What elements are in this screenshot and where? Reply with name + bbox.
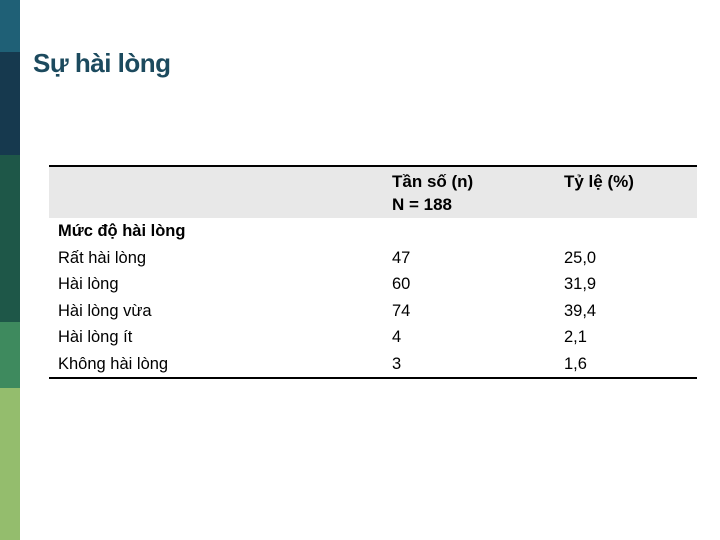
frequency-header-line2: N = 188 [392, 195, 453, 214]
light-green-segment [0, 388, 20, 540]
row-label: Hài lòng ít [58, 328, 133, 346]
dark-navy-segment [0, 52, 20, 155]
row-label: Rất hài lòng [58, 248, 147, 267]
table-row [49, 324, 697, 351]
table-row [49, 271, 697, 298]
row-percentage: 2,1 [564, 328, 587, 346]
row-frequency: 74 [392, 301, 411, 320]
row-frequency: 4 [392, 328, 402, 346]
medium-green-segment [0, 322, 20, 388]
frequency-header-line1: Tần số (n) [392, 172, 474, 191]
table-row [49, 245, 697, 272]
row-percentage: 25,0 [564, 248, 597, 267]
header-cell-frequency [392, 170, 564, 218]
row-frequency: 60 [392, 275, 411, 293]
table-body [49, 218, 697, 379]
dark-green-segment [0, 155, 20, 322]
header-cell-empty [49, 170, 392, 218]
row-frequency: 47 [392, 248, 411, 267]
teal-blue-segment [0, 0, 20, 52]
table-header-row [49, 167, 697, 218]
satisfaction-table [49, 165, 697, 379]
row-percentage: 31,9 [564, 275, 597, 293]
row-percentage: 1,6 [564, 354, 587, 373]
table-row [49, 351, 697, 378]
row-percentage: 39,4 [564, 301, 597, 320]
sidebar-stripe [0, 0, 20, 540]
table-section-row [49, 218, 697, 245]
table-row [49, 298, 697, 325]
row-label: Hài lòng [58, 275, 119, 293]
row-label: Hài lòng vừa [58, 301, 152, 320]
header-cell-percentage: Tỷ lệ (%) [564, 172, 634, 191]
slide-title: Sự hài lòng [33, 48, 171, 78]
row-frequency: 3 [392, 354, 402, 373]
section-header-label: Mức độ hài lòng [58, 222, 186, 240]
row-label: Không hài lòng [58, 354, 169, 373]
